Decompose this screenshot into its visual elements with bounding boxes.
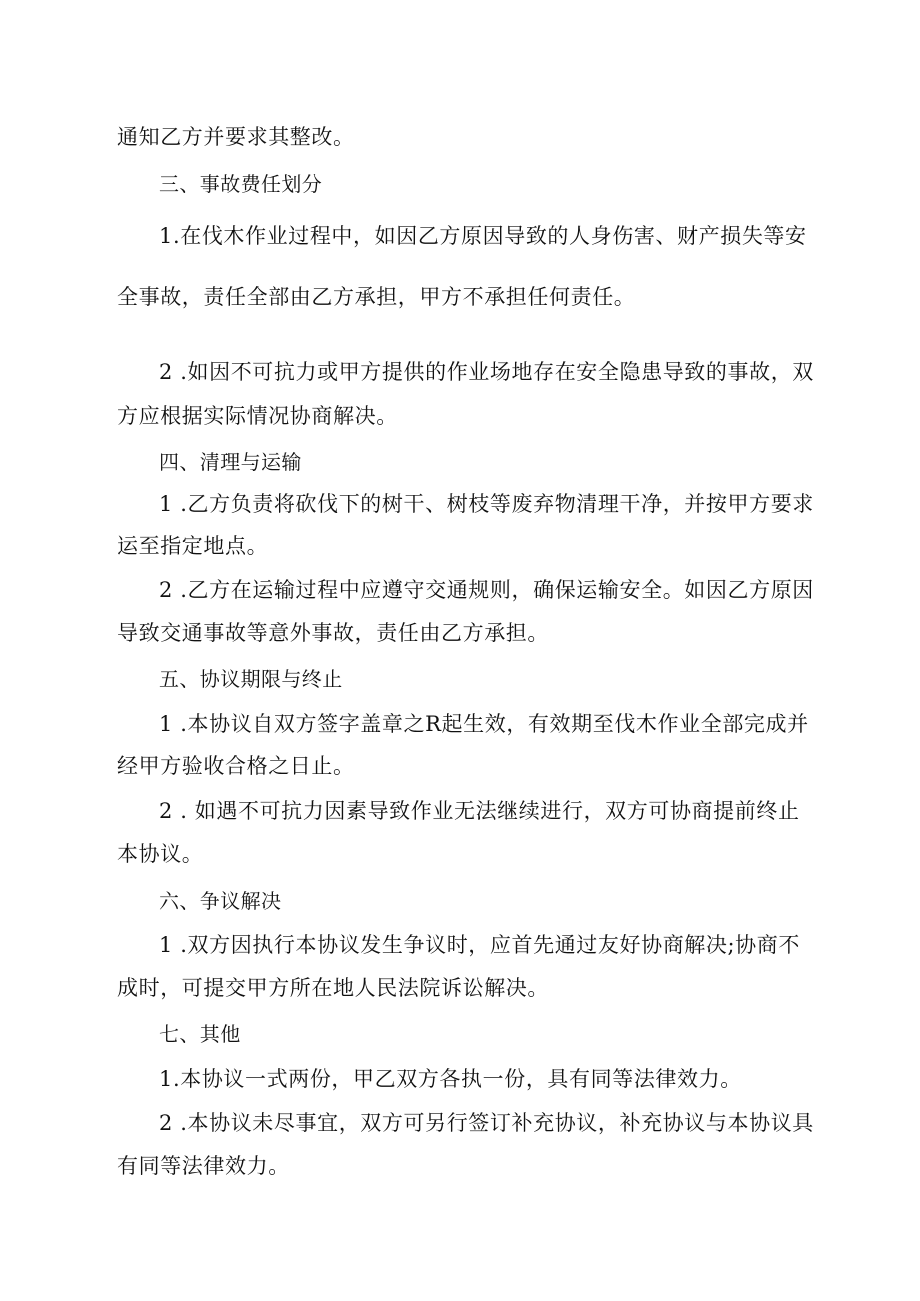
clause-5-1-line-2: 经甲方验收合格之日止。 <box>117 754 355 778</box>
clause-3-1-line-2: 全事故，责任全部由乙方承担，甲方不承担任何责任。 <box>117 285 636 309</box>
clause-7-1-line-1: 1.本协议一式两份，甲乙双方各执一份，具有同等法律效力。 <box>159 1067 742 1091</box>
clause-5-2-line-1: 2 . 如遇不可抗力因素导致作业无法继续进行，双方可协商提前终止 <box>159 799 800 823</box>
clause-5-2-line-2: 本协议。 <box>117 842 204 866</box>
clause-3-1-line-1: 1.在伐木作业过程中，如因乙方原因导致的人身伤害、财产损失等安 <box>159 224 807 248</box>
clause-6-1-line-2: 成时，可提交甲方所在地人民法院诉讼解决。 <box>117 976 549 1000</box>
section-heading-cleanup-transport: 四、清理与运输 <box>159 450 302 474</box>
section-heading-dispute-resolution: 六、争议解决 <box>159 889 282 913</box>
clause-4-1-line-2: 运至指定地点。 <box>117 534 269 558</box>
clause-3-2-line-1: 2 .如因不可抗力或甲方提供的作业场地存在安全隐患导致的事故，双 <box>159 360 814 384</box>
clause-4-2-line-2: 导致交通事故等意外事故，责任由乙方承担。 <box>117 621 549 645</box>
section-heading-accident-liability: 三、事故费任划分 <box>159 172 323 196</box>
section-heading-other: 七、其他 <box>159 1022 241 1046</box>
clause-7-2-line-2: 有同等法律效力。 <box>117 1154 290 1178</box>
section-heading-term-termination: 五、协议期限与终止 <box>159 667 343 691</box>
clause-5-1-line-1: 1 .本协议自双方签字盖章之R起生效，有效期至伐木作业全部完成并 <box>159 712 809 736</box>
clause-4-2-line-1: 2 .乙方在运输过程中应遵守交通规则，确保运输安全。如因乙方原因 <box>159 578 814 602</box>
clause-6-1-line-1: 1 .双方因执行本协议发生争议时，应首先通过友好协商解决;协商不 <box>159 933 800 957</box>
clause-7-2-line-1: 2 .本协议未尽事宜，双方可另行签订补充协议，补充协议与本协议具 <box>159 1111 814 1135</box>
clause-3-2-line-2: 方应根据实际情况协商解决。 <box>117 404 398 428</box>
body-line-notify-rectify: 通知乙方并要求其整改。 <box>117 125 355 149</box>
clause-4-1-line-1: 1 .乙方负责将砍伐下的树干、树枝等废弃物清理干净，并按甲方要求 <box>159 492 814 516</box>
